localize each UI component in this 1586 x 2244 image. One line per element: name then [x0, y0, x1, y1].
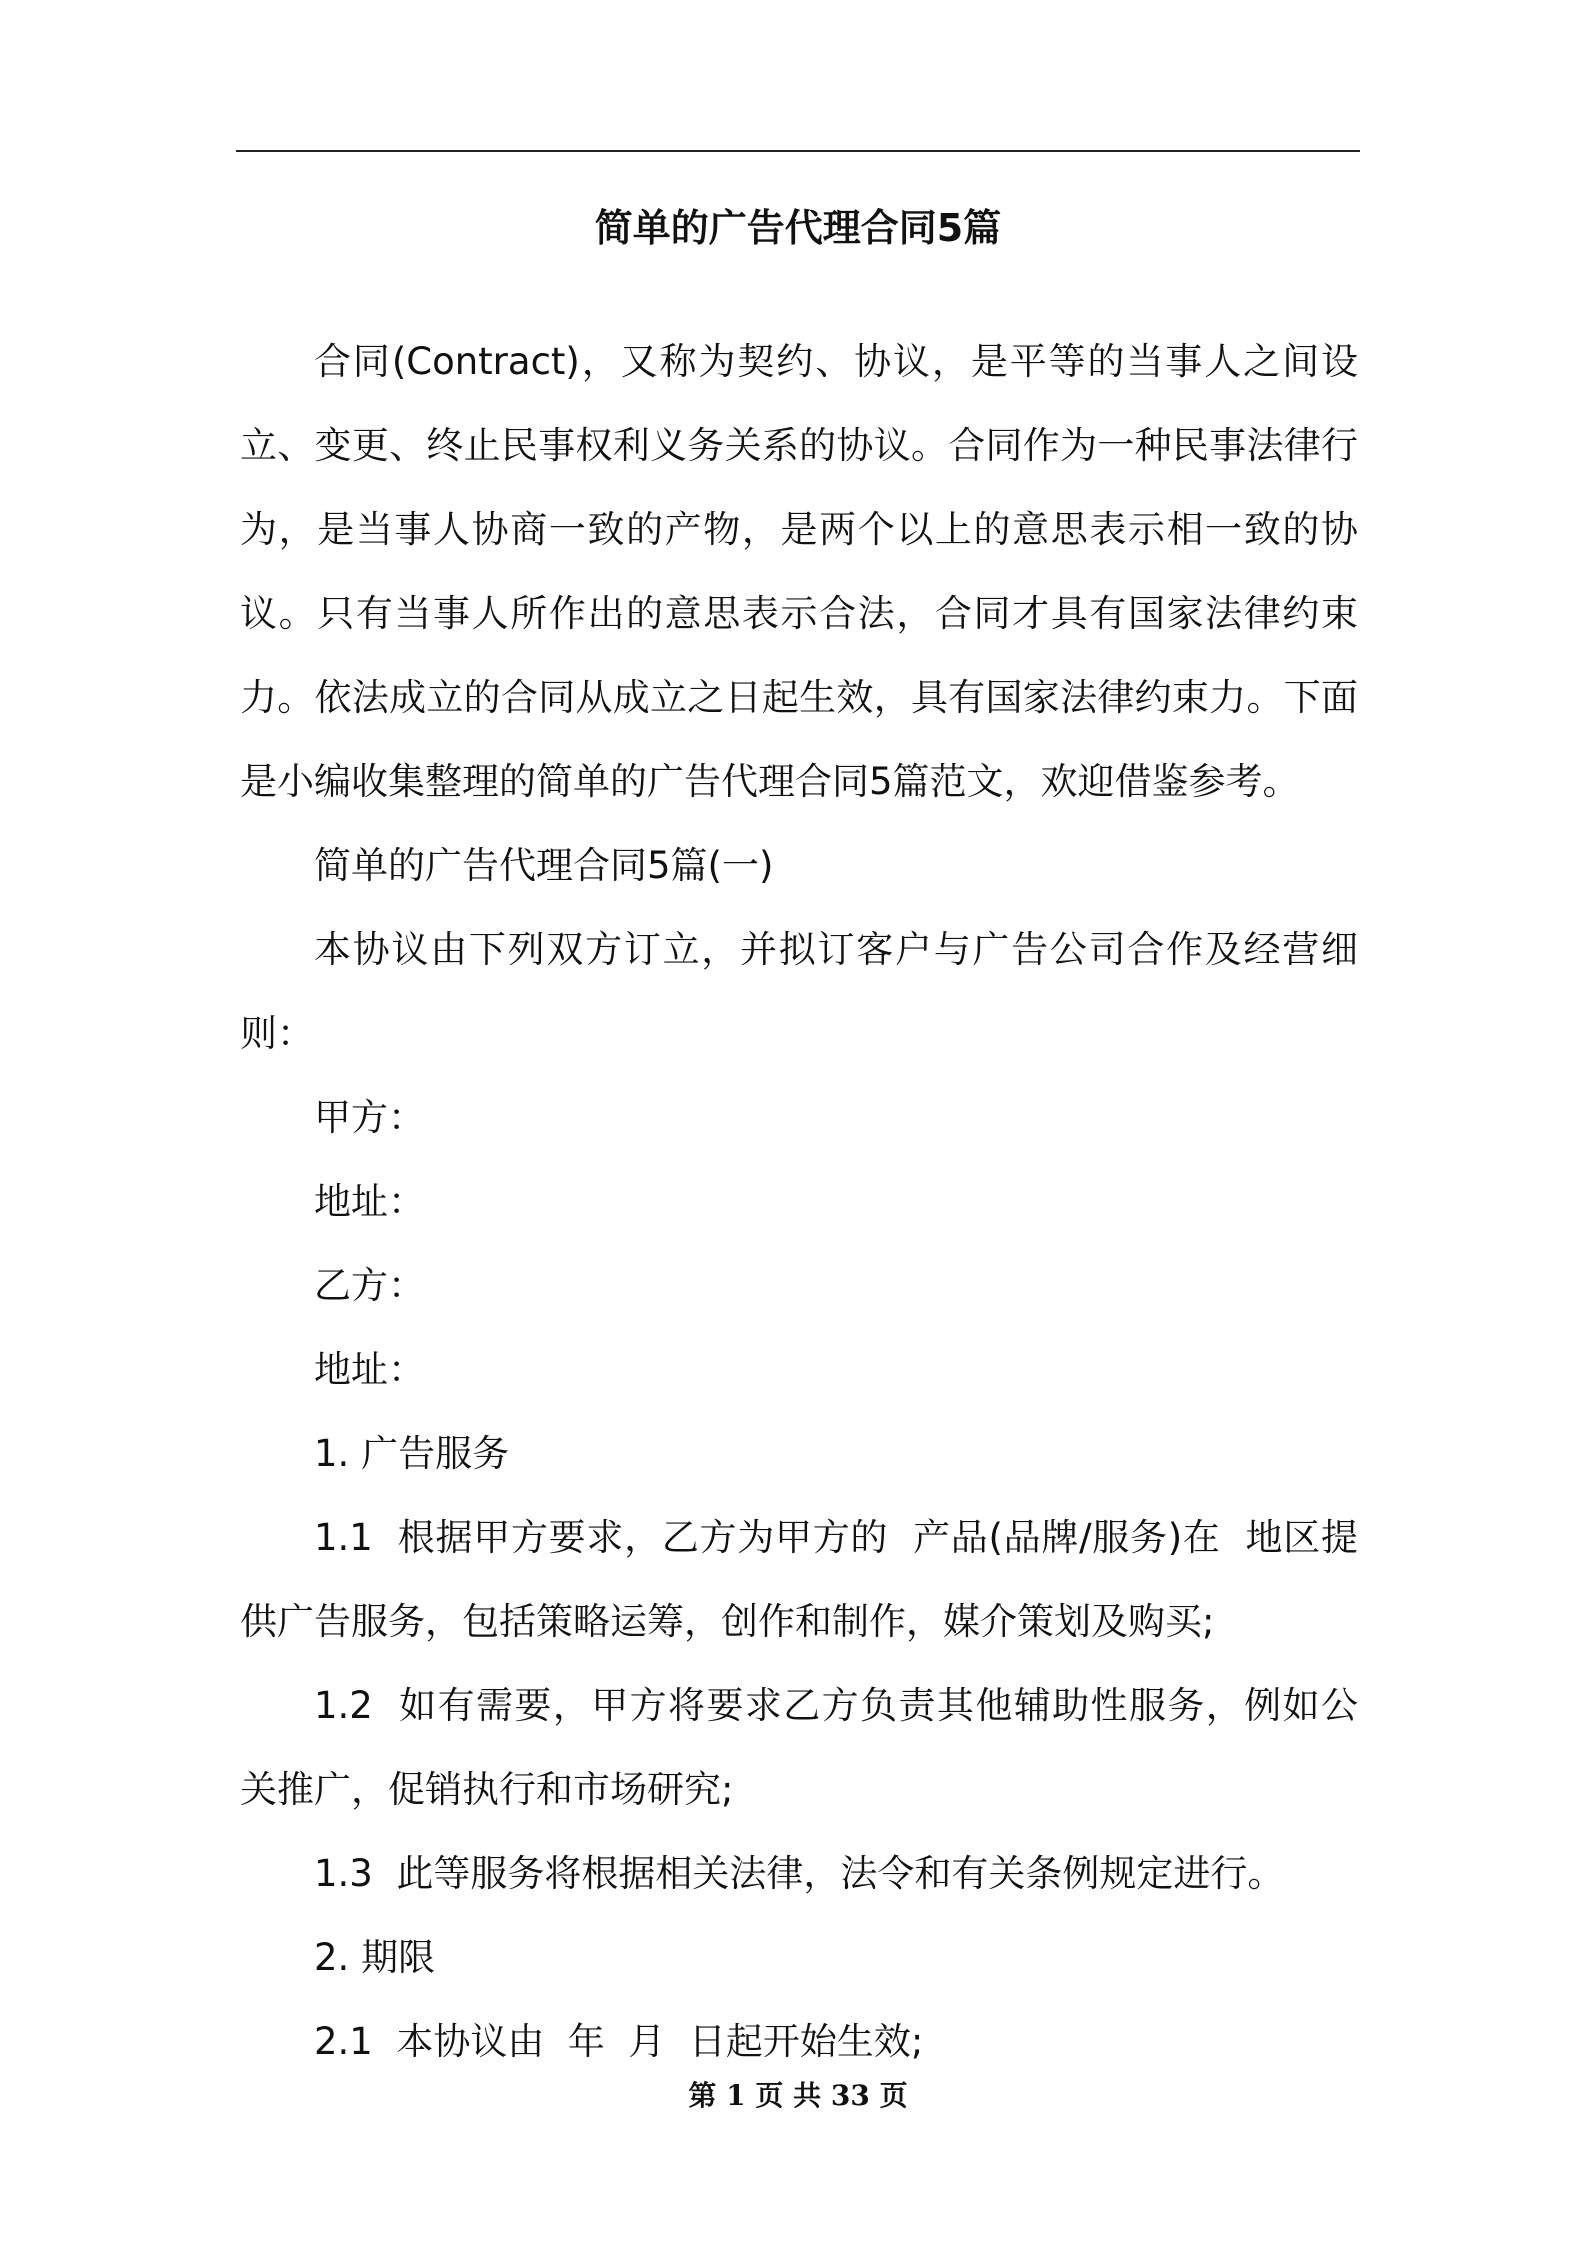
agreement-preamble: 本协议由下列双方订立，并拟订客户与广告公司合作及经营细则： [240, 928, 1358, 1055]
page-number-footer: 第 1 页 共 33 页 [688, 2079, 908, 2112]
intro-paragraph: 合同(Contract)，又称为契约、协议，是平等的当事人之间设立、变更、终止民事权利义务关系的协议。合同作为一种民事法律行为，是当事人协商一致的产物，是两个以上的意思表示相一致的协议。只有当事人所作出的意思表示合法，合同才具有国家法律约束力。依法成立的合同从成立之日起生效，具有国家法律约束力。下面是小编收集整理的简单的广告代理合同5篇范文，欢迎借鉴参考。 [240, 340, 1358, 803]
clause-1-3: 1.3 此等服务将根据相关法律，法令和有关条例规定进行。 [314, 1852, 1285, 1895]
party-a-label: 甲方： [314, 1096, 425, 1139]
party-b-address-label: 地址： [314, 1348, 425, 1391]
document-title: 简单的广告代理合同5篇 [594, 206, 1002, 250]
section-heading: 简单的广告代理合同5篇(一) [314, 844, 774, 887]
clause-1-1: 1.1 根据甲方要求，乙方为甲方的 产品(品牌/服务)在 地区提供广告服务，包括策略运筹，创作和制作，媒介策划及购买; [240, 1516, 1358, 1643]
party-a-address-label: 地址： [314, 1180, 425, 1223]
clause-2-1: 2.1 本协议由 年 月 日起开始生效; [314, 2020, 924, 2063]
header-rule [236, 150, 1360, 152]
party-b-label: 乙方： [314, 1264, 425, 1307]
clause-1-2: 1.2 如有需要，甲方将要求乙方负责其他辅助性服务，例如公关推广，促销执行和市场研究; [240, 1684, 1358, 1811]
document-body [240, 320, 1358, 2084]
clause-1-heading: 1. 广告服务 [314, 1432, 510, 1475]
clause-2-heading: 2. 期限 [314, 1936, 436, 1979]
